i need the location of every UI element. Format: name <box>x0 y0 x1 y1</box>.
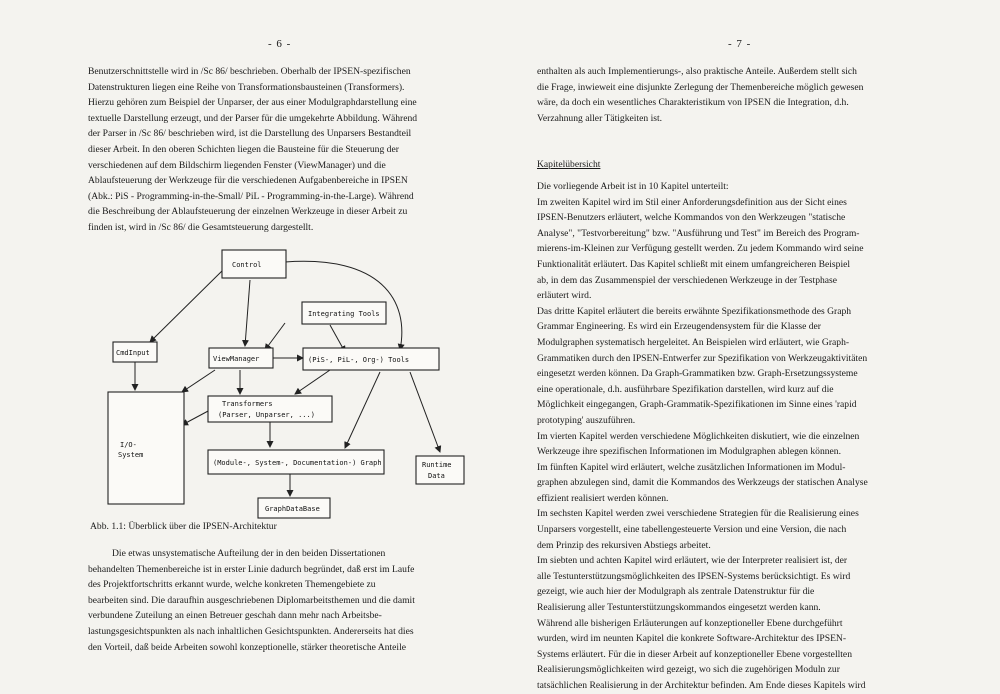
box-graphdatabase <box>258 498 330 518</box>
svg-text:I/O-: I/O- <box>120 441 137 449</box>
text-line: Realisierung aller Testunterstützungskommandos eingesetzt werden kann. <box>537 602 821 614</box>
text-line: dem Prinzip des rekursiven Abstiegs arbeitet. <box>537 539 711 551</box>
text-line: gezeigt, wie auch hier der Modulgraph als zentrale Datenstruktur für die <box>537 586 815 598</box>
text-line: ab, in dem das Zusammenspiel der verschiedenen Werkzeuge in der Testphase <box>537 274 838 286</box>
svg-text:(Parser, Unparser, ...): (Parser, Unparser, ...) <box>218 411 315 419</box>
figure-caption: Abb. 1.1: Überblick über die IPSEN-Architektur <box>90 521 277 532</box>
text-line: enthalten als auch Implementierungs-, also praktische Anteile. Außerdem stellt sich <box>537 66 857 77</box>
svg-text:CmdInput: CmdInput <box>116 349 150 357</box>
text-line: Während alle bisherigen Erläuterungen auf konzeptioneller Ebene durchgeführt <box>537 617 843 629</box>
text-line: eine operationale, d.h. ausführbare Spezifikation darstellen, wird kurz auf die <box>537 383 834 395</box>
text-line: wäre, da doch ein wesentliches Charakteristikum von IPSEN die Integration, d.h. <box>537 97 849 109</box>
arrow-tools-runtime <box>410 372 440 452</box>
arrow-transformers-io <box>182 410 210 425</box>
text-line: die Frage, inwieweit eine disjunkte Zerlegung der Themenbereiche möglich gewesen <box>537 81 864 93</box>
page-number-right: - 7 - <box>728 38 752 50</box>
text-line: wurden, wird im neunten Kapitel die konkrete Software-Architektur des IPSEN- <box>537 633 847 645</box>
svg-text:Integrating Tools: Integrating Tools <box>308 310 380 318</box>
text-line: Analyse", "Testvorbereitung" bzw. "Ausführung und Test" im Bereich des Program- <box>537 227 860 239</box>
arrow-integrating-viewmanager <box>265 323 285 350</box>
text-line: Benutzerschnittstelle wird in /Sc 86/ beschrieben. Oberhalb der IPSEN-spezifischen <box>88 66 411 77</box>
text-line: Systems erläutert. Für die in dieser Arbeit auf konzeptioneller Ebene vorgestellten <box>537 648 852 660</box>
svg-text:System: System <box>118 451 144 459</box>
text-line: Datenstrukturen liegen eine Reihe von Transformationsbausteinen (Transformers). <box>88 81 405 93</box>
text-line: Die vorliegende Arbeit ist in 10 Kapitel unterteilt: <box>537 181 729 192</box>
arrow-tools-graph <box>345 372 380 448</box>
left-bottom-paragraph <box>88 546 473 655</box>
left-page <box>0 0 500 678</box>
text-line: bearbeiten sind. Die daraufhin ausgeschriebenen Diplomarbeitsthemen und die damit <box>88 594 415 606</box>
box-viewmanager <box>209 348 273 368</box>
svg-text:Data: Data <box>428 472 445 480</box>
text-line: Verzahnung aller Tätigkeiten ist. <box>537 112 663 124</box>
text-line: alle Testunterstützungsmöglichkeiten des IPSEN-Systems berücksichtigt. Es wird <box>537 570 851 582</box>
svg-text:Control: Control <box>232 261 262 269</box>
text-line: effizient realisiert werden können. <box>537 492 669 504</box>
text-line: IPSEN-Benutzers erläutert, welche Kommandos von den Werkzeugen "statische <box>537 212 846 224</box>
text-line: erläutert wird. <box>537 290 592 302</box>
text-line: Grammar Engineering. Es wird ein Erzeugendensystem für die Klasse der <box>537 321 821 333</box>
text-line: Im fünften Kapitel wird erläutert, welche zusätzlichen Informationen im Modul- <box>537 461 846 473</box>
text-line: den Vorteil, daß beide Arbeiten sowohl konzeptionelle, stärker theoretische Anteile <box>88 641 407 653</box>
svg-text:Transformers: Transformers <box>222 400 273 408</box>
text-line: Realisierungsmöglichkeiten wird gezeigt, wo sich die zugehörigen Moduln zur <box>537 664 840 676</box>
right-page <box>500 0 1000 691</box>
text-line: Im siebten und achten Kapitel wird erläutert, wie der Interpreter realisiert ist, der <box>537 555 848 567</box>
box-transformers <box>208 396 332 422</box>
text-line: der Parser in /Sc 86/ beschrieben wird, ist die Darstellung des Unparsers Bestandteil <box>88 128 412 140</box>
text-line: Im zweiten Kapitel wird im Stil einer Anforderungsdefinition aus der Sicht eines <box>537 196 847 208</box>
text-line: Hierzu gehören zum Beispiel der Unparser, der aus einer Modulgraphdarstellung eine <box>88 97 417 109</box>
arrow-tools-transformers <box>295 370 330 394</box>
text-line: graphen abzulegen sind, damit die Kommandos des Werkzeugs der statischen Analyse <box>537 477 868 489</box>
text-line: Werkzeuge ihre spezifischen Informationen im Modulgraphen ablegen können. <box>537 446 841 458</box>
box-control <box>222 250 286 278</box>
page-number-left: - 6 - <box>268 38 292 50</box>
text-line: die Beschreibung der Ablaufsteuerung der einzelnen Werkzeuge in dieser Arbeit zu <box>88 206 408 218</box>
text-line: eingesetzt werden können. Da Graph-Grammatiken bzw. Graph-Ersetzungssysteme <box>537 368 858 380</box>
text-line: dieser Arbeit. In den oberen Schichten liegen die Bausteine für die Steuerung der <box>88 143 399 155</box>
text-line: prototyping' auszuführen. <box>537 414 636 426</box>
arrow-control-viewmanager <box>245 280 250 346</box>
box-cmdinput <box>113 342 157 362</box>
text-line: Unparsers vorgestellt, eine tabellengesteuerte Version und eine Version, die nach <box>537 524 847 536</box>
box-integrating-tools <box>302 302 386 324</box>
box-runtime-data <box>416 456 464 484</box>
right-top-paragraph <box>537 64 957 126</box>
text-line: Im vierten Kapitel werden verschiedene Möglichkeiten diskutiert, wie die einzelnen <box>537 430 860 442</box>
text-line: (Abk.: PiS - Programming-in-the-Small/ PiL - Programming-in-the-Large). Während <box>88 190 414 202</box>
text-line: finden ist, wird in /Sc 86/ die Gesamtsteuerung dargestellt. <box>88 221 314 233</box>
text-line: Modulgraphen systematisch hergeleitet. An Beispielen wird erläutert, wie Graph- <box>537 336 850 348</box>
svg-text:ViewManager: ViewManager <box>213 355 260 363</box>
text-line: verbundene Zuteilung an einen Betreuer geschah dann mehr nach Arbeitsbe- <box>88 610 382 622</box>
text-line: Die etwas unsystematische Aufteilung der in den beiden Dissertationen <box>112 548 386 559</box>
text-line: Ablaufsteuerung der Werkzeuge für die verschiedenen Aufgabenbereiche in IPSEN <box>88 175 408 187</box>
text-line: Grammatiken durch den IPSEN-Entwerfer zur Spezifikation von Werkzeugaktivitäten <box>537 352 868 364</box>
box-io-system <box>108 392 184 504</box>
text-line: verschiedenen auf dem Bildschirm liegenden Fenster (ViewManager) und die <box>88 159 386 171</box>
text-line: textuelle Darstellung erzeugt, und der Parser für die umgekehrte Abbildung. Während <box>88 112 418 124</box>
text-line: Im sechsten Kapitel werden zwei verschiedene Strategien für die Realisierung eines <box>537 508 859 520</box>
section-title: Kapitelübersicht <box>537 159 601 170</box>
text-line: behandelten Themenbereiche ist in erster Linie dadurch begründet, daß erst im Laufe <box>88 563 415 575</box>
text-line: Möglichkeit eingegangen, Graph-Grammatik-Spezifikationen im Sinne eines 'rapid <box>537 399 857 411</box>
arrow-viewmanager-io <box>182 370 215 392</box>
text-line: mierens-im-Kleinen zur Verfügung gestellt werden. Zu jedem Kommando wird seine <box>537 243 864 255</box>
text-line: Das dritte Kapitel erläutert die bereits erwähnte Spezifikationsmethode des Graph <box>537 305 852 317</box>
text-line: des Projektfortschritts erkannt wurde, welche konkreten Themengebiete zu <box>88 579 376 591</box>
svg-text:GraphDataBase: GraphDataBase <box>265 505 320 513</box>
svg-text:(PiS-, PiL-, Org-) Tools: (PiS-, PiL-, Org-) Tools <box>308 356 410 364</box>
box-pis-pil-tools <box>303 348 439 370</box>
text-line: lastungsgesichtspunkten als nach inhaltlichen Gesichtspunkten. Andererseits hat dies <box>88 625 414 637</box>
box-graph <box>208 450 384 474</box>
text-line: tatsächlichen Realisierung in der Architektur befinden. Am Ende dieses Kapitels wird <box>537 680 866 691</box>
right-body-paragraph <box>537 179 957 694</box>
svg-text:(Module-, System-, Documentati: (Module-, System-, Documentation-) Graph <box>213 459 382 467</box>
text-line: Funktionalität erläutert. Das Kapitel schließt mit einem umfangreicheren Beispiel <box>537 258 851 270</box>
arrow-control-cmdinput <box>150 268 225 342</box>
svg-text:Runtime: Runtime <box>422 461 452 469</box>
